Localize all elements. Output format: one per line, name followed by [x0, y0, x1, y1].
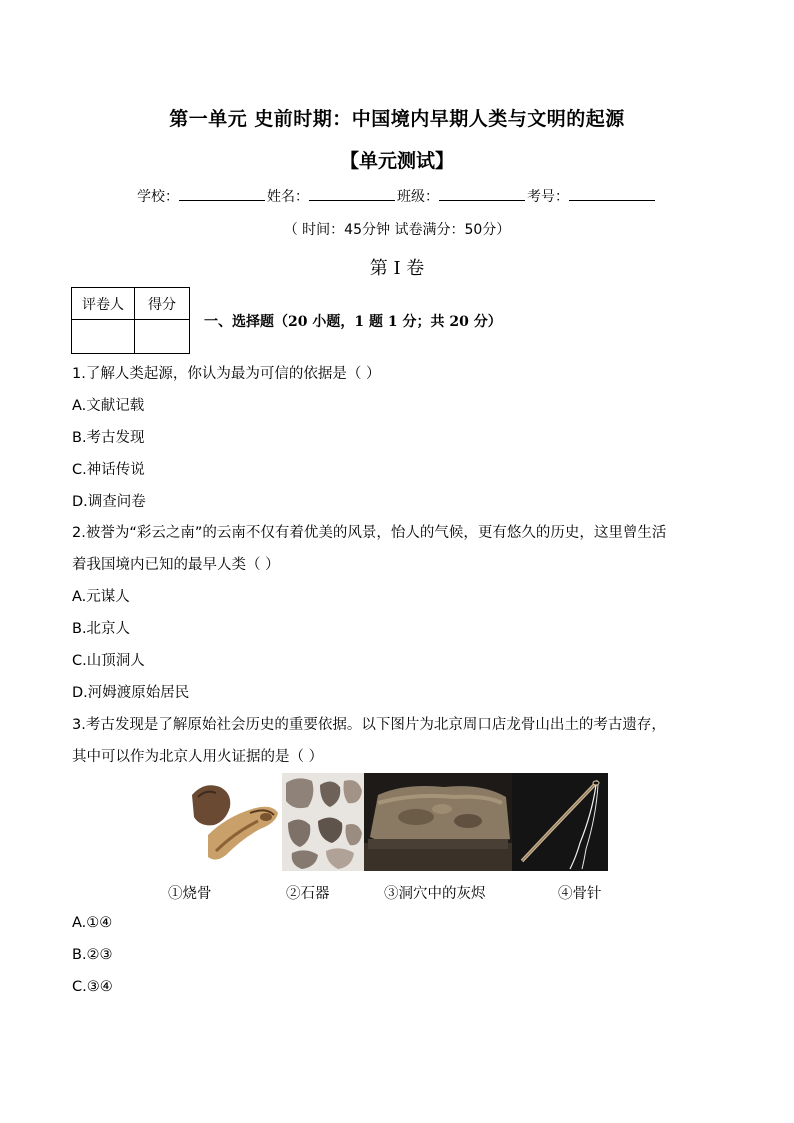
reviewer-cell	[72, 320, 135, 354]
score-cell	[135, 320, 190, 354]
section-heading: 一、选择题（20 小题，1 题 1 分；共 20 分）	[204, 314, 502, 330]
question-2-option-c: C.山顶洞人	[72, 653, 145, 669]
school-label: 学校：	[137, 189, 179, 205]
exam-time-info: （ 时间：45分钟 试卷满分：50分）	[283, 222, 511, 238]
question-2-option-b: B.北京人	[72, 621, 131, 637]
page-subtitle: 【单元测试】	[339, 150, 454, 172]
volume-title: 第 I 卷	[369, 258, 425, 279]
bone-needle-image	[512, 773, 608, 871]
reviewer-header: 评卷人	[72, 288, 135, 320]
question-1-stem: 1.了解人类起源，你认为最为可信的依据是（ ）	[72, 366, 381, 382]
school-blank	[179, 188, 265, 201]
question-2-stem-line2: 着我国境内已知的最早人类（ ）	[72, 557, 280, 573]
name-label: 姓名：	[267, 189, 309, 205]
caption-bone-needle: ④骨针	[558, 886, 602, 902]
question-3-option-a: A.①④	[72, 915, 113, 931]
question-2-stem-line1: 2.被誉为“彩云之南”的云南不仅有着优美的风景，怡人的气候，更有悠久的历史，这里曾生活	[72, 525, 667, 541]
page-title: 第一单元 史前时期：中国境内早期人类与文明的起源	[169, 108, 625, 130]
class-label: 班级：	[397, 189, 439, 205]
question-2-option-d: D.河姆渡原始居民	[72, 685, 190, 701]
number-blank	[569, 188, 655, 201]
burnt-bone-image	[186, 773, 282, 871]
question-2-option-a: A.元谋人	[72, 589, 130, 605]
question-1-option-b: B.考古发现	[72, 430, 145, 446]
class-blank	[439, 188, 525, 201]
question-1-option-a: A.文献记载	[72, 398, 145, 414]
question-3-stem-line1: 3.考古发现是了解原始社会历史的重要依据。以下图片为北京周口店龙骨山出土的考古遗存，	[72, 717, 666, 733]
student-info-row	[0, 186, 794, 206]
caption-burnt-bone: ①烧骨	[168, 886, 212, 902]
question-3-stem-line2: 其中可以作为北京人用火证据的是（ ）	[72, 749, 324, 765]
score-table	[71, 287, 190, 354]
question-3-option-c: C.③④	[72, 979, 113, 995]
question-1-option-c: C.神话传说	[72, 462, 145, 478]
question-3-option-b: B.②③	[72, 947, 113, 963]
score-header: 得分	[135, 288, 190, 320]
caption-stone-tools: ②石器	[286, 886, 330, 902]
caption-cave-ash: ③洞穴中的灰烬	[384, 886, 486, 902]
stone-tools-image	[282, 773, 364, 871]
name-blank	[309, 188, 395, 201]
cave-ash-image	[364, 773, 512, 871]
number-label: 考号：	[527, 189, 569, 205]
question-1-option-d: D.调查问卷	[72, 494, 146, 510]
